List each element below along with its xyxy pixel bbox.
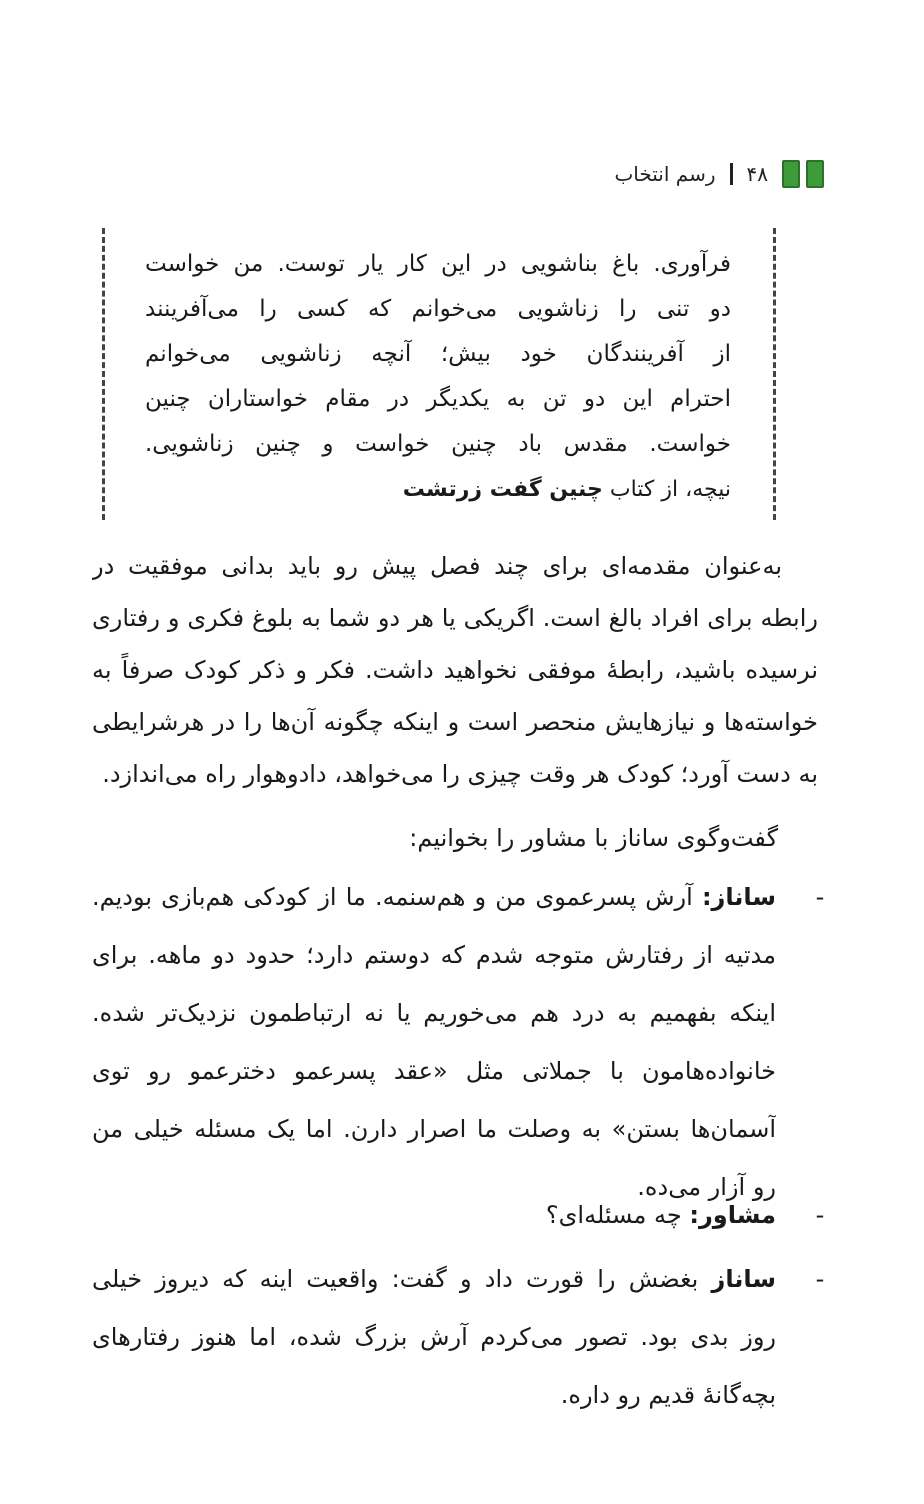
- quote-line: احترام این دو تن به یکدیگر در مقام خواستاران چنین: [145, 386, 731, 412]
- quote-box: [102, 228, 776, 520]
- book-icon-left-leaf: [782, 160, 800, 188]
- page-number: ۴۸: [746, 162, 768, 186]
- quote-line: دو تنی را زناشویی می‌خوانم که کسی را می‌آفرینند: [145, 296, 731, 322]
- dialogue-dash: -: [815, 1265, 825, 1293]
- paragraph-line: رابطه برای افراد بالغ است. اگریکی یا هر دو شما به بلوغ فکری و رفتاری: [92, 604, 818, 632]
- dialogue-line: [92, 1186, 776, 1244]
- paragraph-line: نرسیده باشید، رابطهٔ موفقی نخواهید داشت. فکر و ذکر کودک صرفاً به: [92, 656, 818, 684]
- quote-line: خواست. مقدس باد چنین خواست و چنین زناشویی.: [145, 431, 731, 457]
- header-separator: [730, 163, 733, 185]
- book-icon: [782, 158, 824, 190]
- dialogue-text: چه مسئله‌ای؟: [545, 1201, 690, 1229]
- dialogue-intro: گفت‌وگوی ساناز با مشاور را بخوانیم:: [409, 824, 778, 852]
- dialogue-item: [92, 868, 832, 1216]
- dialogue-dash: -: [815, 1201, 825, 1229]
- paragraph-line: خواسته‌ها و نیازهایش منحصر است و اینکه چگونه آن‌ها را در هرشرایطی: [92, 708, 818, 736]
- quote-line: فرآوری. باغ بناشویی در این کار یار توست. من خواست: [145, 251, 731, 277]
- dialogue-text: آرش پسرعموی من و هم‌سنمه. ما از کودکی هم‌بازی بودیم.: [92, 883, 702, 911]
- dialogue-line: مدتیه از رفتارش متوجه شدم که دوستم دارد؛ حدود دو ماهه. برای: [92, 941, 776, 969]
- speaker-name: ساناز:: [701, 883, 776, 911]
- dialogue-dash: -: [815, 883, 825, 911]
- quote-source-title: چنین گفت زرتشت: [402, 477, 603, 502]
- dialogue-item: [92, 1250, 832, 1424]
- running-header: [424, 152, 824, 196]
- quote-line: از آفرینندگان خود بیش؛ آنچه زناشویی می‌خوانم: [145, 341, 731, 367]
- dialogue-text: بغضش را قورت داد و گفت: واقعیت اینه که دیروز خیلی: [92, 1265, 712, 1293]
- quote-source: [145, 467, 731, 512]
- speaker-name: مشاور:: [689, 1201, 776, 1229]
- dialogue-line: اینکه بفهمیم به درد هم می‌خوریم یا نه ارتباطمون نزدیک‌تر شده.: [92, 999, 776, 1027]
- main-paragraph: [92, 540, 818, 800]
- dialogue-line: خانواده‌هامون با جملاتی مثل «عقد پسرعمو دخترعمو رو توی: [92, 1057, 776, 1085]
- dialogue-line: رو آزار می‌ده.: [637, 1173, 776, 1201]
- paragraph-line: به دست آورد؛ کودک هر وقت چیزی را می‌خواهد، دادوهوار راه می‌اندازد.: [102, 760, 818, 788]
- speaker-name: ساناز: [711, 1265, 776, 1293]
- book-icon-right-leaf: [806, 160, 824, 188]
- book-title: رسم انتخاب: [614, 162, 716, 186]
- dialogue-line: [92, 868, 776, 926]
- dialogue-line: آسمان‌ها بستن» به وصلت ما اصرار دارن. اما یک مسئله خیلی من: [92, 1115, 776, 1143]
- dialogue-line: بچه‌گانهٔ قدیم رو داره.: [560, 1381, 776, 1409]
- paragraph-line: به‌عنوان مقدمه‌ای برای چند فصل پیش رو باید بدانی موفقیت در: [92, 552, 782, 580]
- dialogue-line: روز بدی بود. تصور می‌کردم آرش بزرگ شده، اما هنوز رفتارهای: [92, 1323, 776, 1351]
- quote-source-prefix: نیچه، از کتاب: [602, 477, 731, 502]
- dialogue-line: [92, 1250, 776, 1308]
- dialogue-item: [92, 1186, 832, 1244]
